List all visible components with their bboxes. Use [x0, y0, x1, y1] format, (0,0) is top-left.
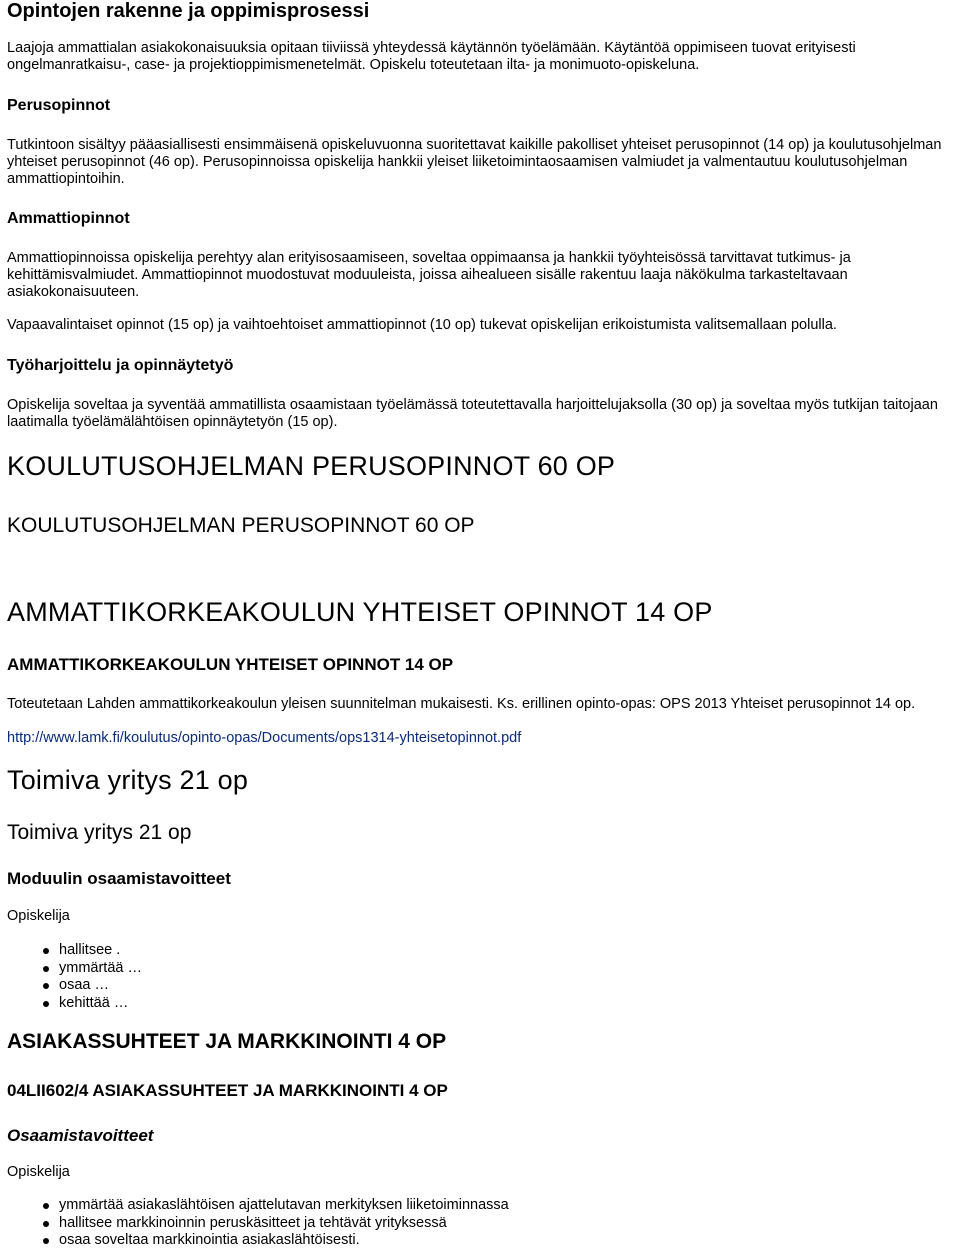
- opiskelija-label-2: Opiskelija: [7, 1164, 70, 1180]
- koulutusohjelman-heading: KOULUTUSOHJELMAN PERUSOPINNOT 60 OP: [7, 514, 475, 537]
- vapaavalintaiset-paragraph: Vapaavalintaiset opinnot (15 op) ja vaihtoehtoiset ammattiopinnot (10 op) tukevat opiskelijan erikoistumista valitsemallaan polulla.: [7, 317, 837, 333]
- amk-yhteiset-heading: AMMATTIKORKEAKOULUN YHTEISET OPINNOT 14 OP: [7, 655, 454, 674]
- asiakassuhteet-heading-big: ASIAKASSUHTEET JA MARKKINOINTI 4 OP: [7, 1030, 447, 1053]
- intro-paragraph: Laajoja ammattialan asiakokonaisuuksia opitaan tiiviissä yhteydessä käytännön työelämään. Käytäntöä oppimiseen tuovat erityisesti ongelmanratkaisu-, case- ja projektioppimismenetelmät. Opiskelu toteutetaan ilta- ja monimuoto-opiskeluna.: [7, 40, 856, 73]
- list-item: ymmärtää asiakaslähtöisen ajattelutavan merkityksen liiketoiminnassa: [7, 1197, 907, 1215]
- ops-link[interactable]: http://www.lamk.fi/koulutus/opinto-opas/Documents/ops1314-yhteisetopinnot.pdf: [7, 730, 522, 746]
- opiskelija-label: Opiskelija: [7, 908, 70, 924]
- perusopinnot-heading: Perusopinnot: [7, 97, 111, 114]
- tyoharjoittelu-heading: Työharjoittelu ja opinnäytetyö: [7, 357, 234, 374]
- toimiva-yritys-list: [7, 942, 907, 1012]
- list-item: hallitsee markkinoinnin peruskäsitteet ja tehtävät yrityksessä: [7, 1215, 907, 1233]
- list-item: osaa soveltaa markkinointia asiakaslähtöisesti.: [7, 1232, 907, 1250]
- amk-yhteiset-paragraph: Toteutetaan Lahden ammattikorkeakoulun yleisen suunnitelman mukaisesti. Ks. erillinen opinto-opas: OPS 2013 Yhteiset perusopinnot 14 op.: [7, 696, 916, 712]
- asiakassuhteet-heading: 04LII602/4 ASIAKASSUHTEET JA MARKKINOINTI 4 OP: [7, 1081, 448, 1100]
- list-item: hallitsee .: [7, 942, 907, 960]
- toimiva-yritys-heading-big: Toimiva yritys 21 op: [7, 765, 249, 795]
- tyoharjoittelu-paragraph: Opiskelija soveltaa ja syventää ammatillista osaamistaan työelämässä toteutettavalla harjoittelujaksolla (30 op) ja soveltaa myös tutkijan taitojaan laatimalla työelämälähtöisen opinnäytetyön (15 op).: [7, 397, 938, 430]
- ammattiopinnot-paragraph: Ammattiopinnoissa opiskelija perehtyy alan erityisosaamiseen, soveltaa oppimaansa ja hankkii työyhteisössä tarvittavat tutkimus- ja kehittämisvalmiudet. Ammattiopinnot muodostuvat moduuleista, joissa aihealueen sisälle rakentuu laaja näkökulma tarkasteltavaan asiakokonaisuuteen.: [7, 250, 851, 300]
- toimiva-yritys-heading: Toimiva yritys 21 op: [7, 821, 192, 844]
- koulutusohjelman-heading-big: KOULUTUSOHJELMAN PERUSOPINNOT 60 OP: [7, 451, 616, 481]
- asiakassuhteet-list: [7, 1197, 907, 1250]
- amk-yhteiset-heading-big: AMMATTIKORKEAKOULUN YHTEISET OPINNOT 14 OP: [7, 597, 713, 627]
- page-title: Opintojen rakenne ja oppimisprosessi: [7, 0, 370, 22]
- moduuli-heading: Moduulin osaamistavoitteet: [7, 869, 231, 888]
- list-item: ymmärtää …: [7, 960, 907, 978]
- list-item: kehittää …: [7, 995, 907, 1013]
- list-item: osaa …: [7, 977, 907, 995]
- ammattiopinnot-heading: Ammattiopinnot: [7, 210, 130, 227]
- osaamistavoitteet-heading: Osaamistavoitteet: [7, 1126, 154, 1145]
- perusopinnot-paragraph: Tutkintoon sisältyy pääasiallisesti ensimmäisenä opiskeluvuonna suoritettavat kaikille pakolliset yhteiset perusopinnot (14 op) ja koulutusohjelman yhteiset perusopinnot (46 op). Perusopinnoissa opiskelija hankkii yleiset liiketoimintaosaamisen valmiudet ja valmentautuu koulutusohjelman ammattiopintoihin.: [7, 137, 942, 187]
